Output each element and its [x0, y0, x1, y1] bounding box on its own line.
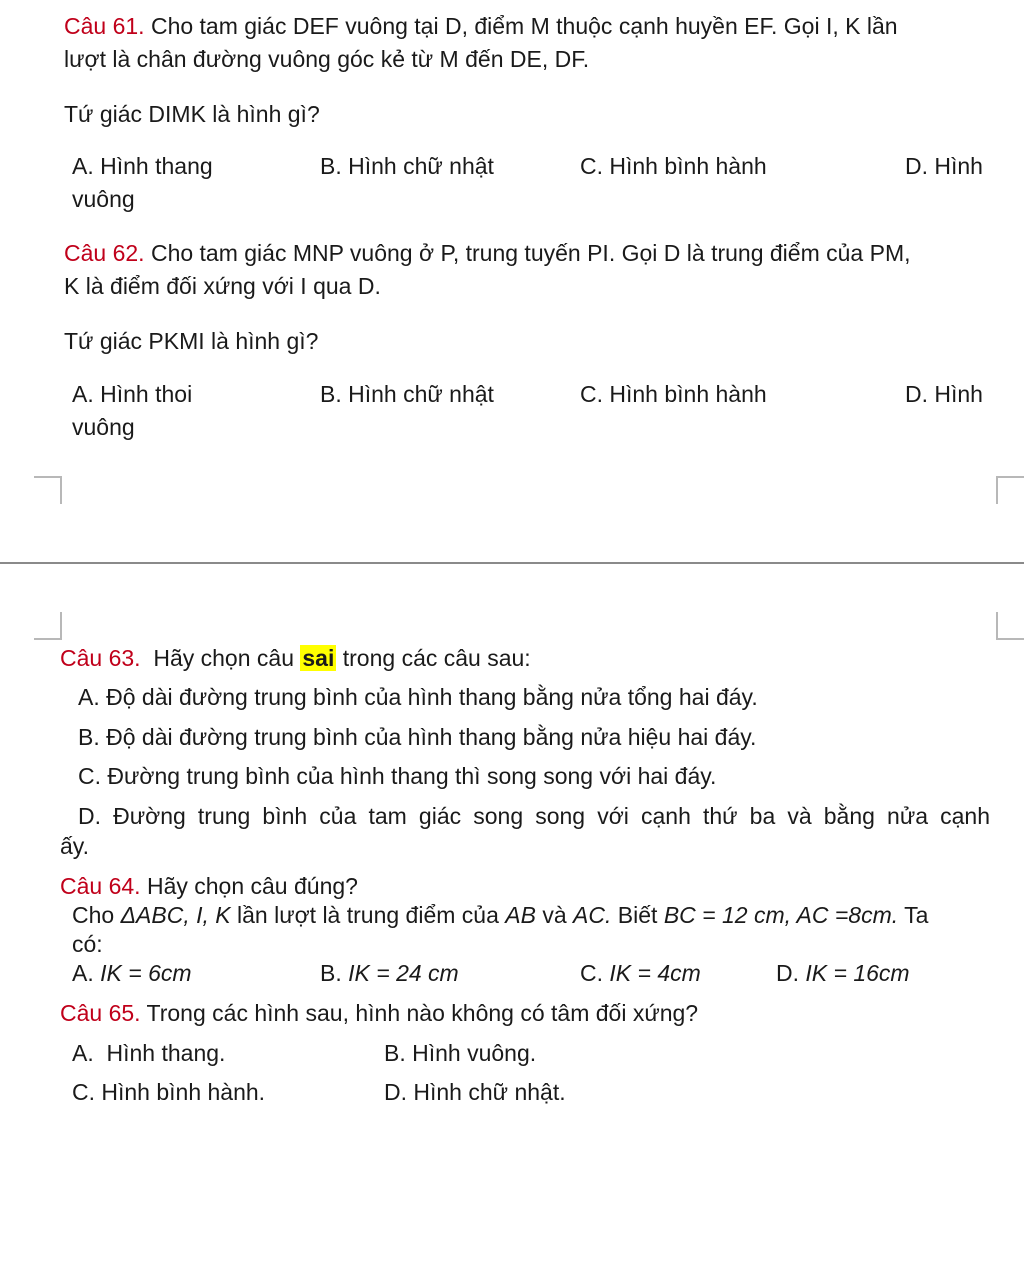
q65-title: Câu 65. Trong các hình sau, hình nào không có tâm đối xứng? [60, 1000, 699, 1026]
page-corner-bottom-right [996, 476, 1024, 504]
q63-option-d-wrap: ấy. [60, 833, 89, 859]
q65-option-d[interactable]: D. Hình chữ nhật. [384, 1079, 566, 1105]
q63-option-b[interactable]: B. Độ dài đường trung bình của hình thang bằng nửa hiệu hai đáy. [78, 724, 757, 750]
q64-label: Câu 64. [60, 873, 141, 899]
q64-option-c[interactable]: C. IK = 4cm [580, 960, 701, 986]
q61-option-c[interactable]: C. Hình bình hành [580, 153, 767, 179]
page-corner-top-left [34, 612, 62, 640]
q65-option-c[interactable]: C. Hình bình hành. [72, 1079, 266, 1105]
q65-option-b[interactable]: B. Hình vuông. [384, 1040, 537, 1066]
q63-label: Câu 63. [60, 645, 141, 671]
q62-option-c[interactable]: C. Hình bình hành [580, 381, 767, 407]
q62-option-a[interactable]: A. Hình thoi [72, 381, 193, 407]
q61-option-b[interactable]: B. Hình chữ nhật [320, 153, 494, 179]
q64-option-a[interactable]: A. IK = 6cm [72, 960, 192, 986]
q62-option-d-wrap: vuông [72, 414, 135, 440]
q64-statement: Cho ΔABC, I, K lần lượt là trung điểm của AB và AC. Biết BC = 12 cm, AC =8cm. Ta [72, 902, 929, 928]
q64-title: Câu 64. Hãy chọn câu đúng? [60, 873, 358, 899]
q62-question: Tứ giác PKMI là hình gì? [64, 328, 319, 354]
q62-option-d[interactable]: D. Hình [905, 381, 983, 407]
q63-option-c[interactable]: C. Đường trung bình của hình thang thì song song với hai đáy. [78, 763, 717, 789]
highlight-sai: sai [302, 645, 335, 671]
q62-option-b[interactable]: B. Hình chữ nhật [320, 381, 494, 407]
q61-line2: lượt là chân đường vuông góc kẻ từ M đến DE, DF. [64, 46, 590, 72]
q63-option-d[interactable]: D. Đường trung bình của tam giác song song với cạnh thứ ba và bằng nửa cạnh [78, 803, 990, 829]
q62-label: Câu 62. [64, 240, 145, 266]
q62-line1: Câu 62. Cho tam giác MNP vuông ở P, trung tuyến PI. Gọi D là trung điểm của PM, [64, 240, 911, 266]
q61-option-d-wrap: vuông [72, 186, 135, 212]
q61-line1: Câu 61. Cho tam giác DEF vuông tại D, điểm M thuộc cạnh huyền EF. Gọi I, K lần [64, 13, 898, 39]
q61-label: Câu 61. [64, 13, 145, 39]
q63-title: Câu 63. Hãy chọn câu sai trong các câu sau: [60, 645, 531, 671]
q64-statement-wrap: có: [72, 931, 103, 957]
q61-option-d[interactable]: D. Hình [905, 153, 983, 179]
q63-option-a[interactable]: A. Độ dài đường trung bình của hình thang bằng nửa tổng hai đáy. [78, 684, 758, 710]
q64-option-d[interactable]: D. IK = 16cm [776, 960, 910, 986]
q65-label: Câu 65. [60, 1000, 141, 1026]
q64-option-b[interactable]: B. IK = 24 cm [320, 960, 459, 986]
page-corner-top-right [996, 612, 1024, 640]
q65-option-a[interactable]: A. Hình thang. [72, 1040, 226, 1066]
page-corner-bottom-left [34, 476, 62, 504]
q61-option-a[interactable]: A. Hình thang [72, 153, 213, 179]
q61-question: Tứ giác DIMK là hình gì? [64, 101, 320, 127]
q62-line2: K là điểm đối xứng với I qua D. [64, 273, 381, 299]
page-separator [0, 562, 1024, 564]
